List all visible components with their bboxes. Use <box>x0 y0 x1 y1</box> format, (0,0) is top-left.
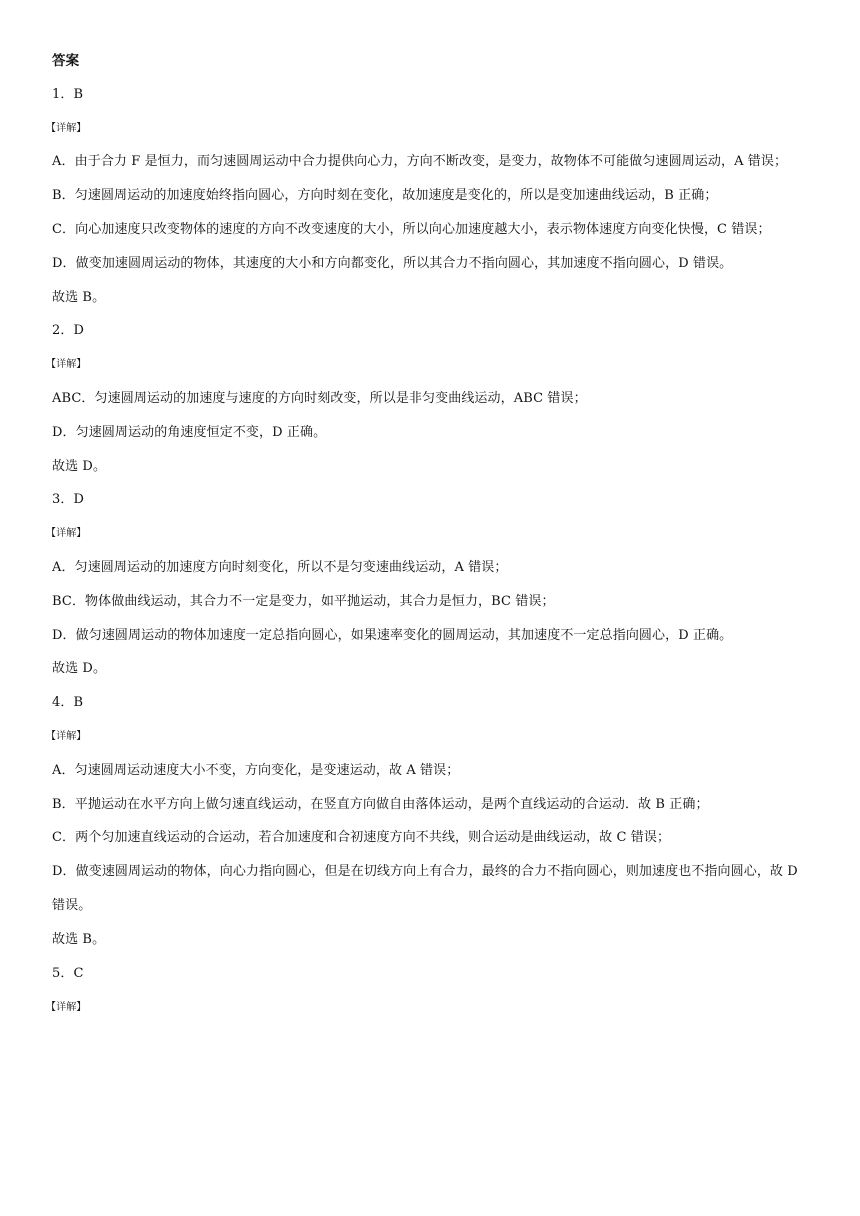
explanation-line: C．两个匀加速直线运动的合运动，若合加速度和合初速度方向不共线，则合运动是曲线运动，故 C 错误； <box>52 830 671 846</box>
question-number: 3．D <box>52 492 84 508</box>
explanation-line: D．做变加速圆周运动的物体，其速度的大小和方向都变化，所以其合力不指向圆心，其加速度不指向圆心，D 错误。 <box>52 255 733 271</box>
answer-document <box>46 50 812 1030</box>
explanation-paragraph <box>52 855 812 923</box>
explanation-text: A．由于合力 F 是恒力，而匀速圆周运动中合力提供向心力，方向不断改变，是变力，故物体不可能做匀速圆周运动，A 错误； <box>52 154 788 170</box>
explanation-line: ABC．匀速圆周运动的加速度与速度的方向时刻改变，所以是非匀变曲线运动，ABC 错误； <box>52 390 587 406</box>
explanation-line: B．匀速圆周运动的加速度始终指向圆心，方向时刻在变化，故加速度是变化的，所以是变加速曲线运动，B 正确； <box>52 188 718 204</box>
detail-label: 【详解】 <box>46 528 87 540</box>
explanation-paragraph <box>52 145 812 179</box>
answer-lines <box>46 84 812 1019</box>
explanation-line: 故选 D。 <box>52 458 107 474</box>
question-number: 2．D <box>52 323 84 339</box>
explanation-text: C．向心加速度只改变物体的速度的方向不改变速度的大小，所以向心加速度越大小，表示物体速度方向变化快慢，C 错误； <box>52 221 771 237</box>
detail-label: 【详解】 <box>46 359 87 371</box>
explanation-line: BC．物体做曲线运动，其合力不一定是变力，如平抛运动，其合力是恒力，BC 错误； <box>52 593 555 609</box>
explanation-line: 故选 D。 <box>52 661 107 677</box>
detail-label: 【详解】 <box>46 122 87 134</box>
explanation-line: A．匀速圆周运动速度大小不变，方向变化，是变速运动，故 A 错误； <box>52 762 460 778</box>
explanation-line: A．匀速圆周运动的加速度方向时刻变化，所以不是匀变速曲线运动，A 错误； <box>52 559 508 575</box>
detail-label: 【详解】 <box>46 1001 87 1013</box>
explanation-line: D．做匀速圆周运动的物体加速度一定总指向圆心，如果速率变化的圆周运动，其加速度不一定总指向圆心，D 正确。 <box>52 627 733 643</box>
question-number: 5．C <box>52 965 84 981</box>
explanation-paragraph <box>52 213 812 247</box>
explanation-line: 故选 B。 <box>52 931 106 947</box>
explanation-line: 故选 B。 <box>52 289 106 305</box>
explanation-line: D．匀速圆周运动的角速度恒定不变，D 正确。 <box>52 424 327 440</box>
explanation-line: B．平抛运动在水平方向上做匀速直线运动，在竖直方向做自由落体运动，是两个直线运动的合运动．故 B 正确； <box>52 796 709 812</box>
question-number: 4．B <box>52 695 84 711</box>
detail-label: 【详解】 <box>46 730 87 742</box>
question-number: 1．B <box>52 86 84 102</box>
explanation-text: D．做变速圆周运动的物体，向心力指向圆心，但是在切线方向上有合力，最终的合力不指向圆心，则加速度也不指向圆心，故 D 错误。 <box>52 864 798 914</box>
document-title: 答案 <box>52 53 80 69</box>
